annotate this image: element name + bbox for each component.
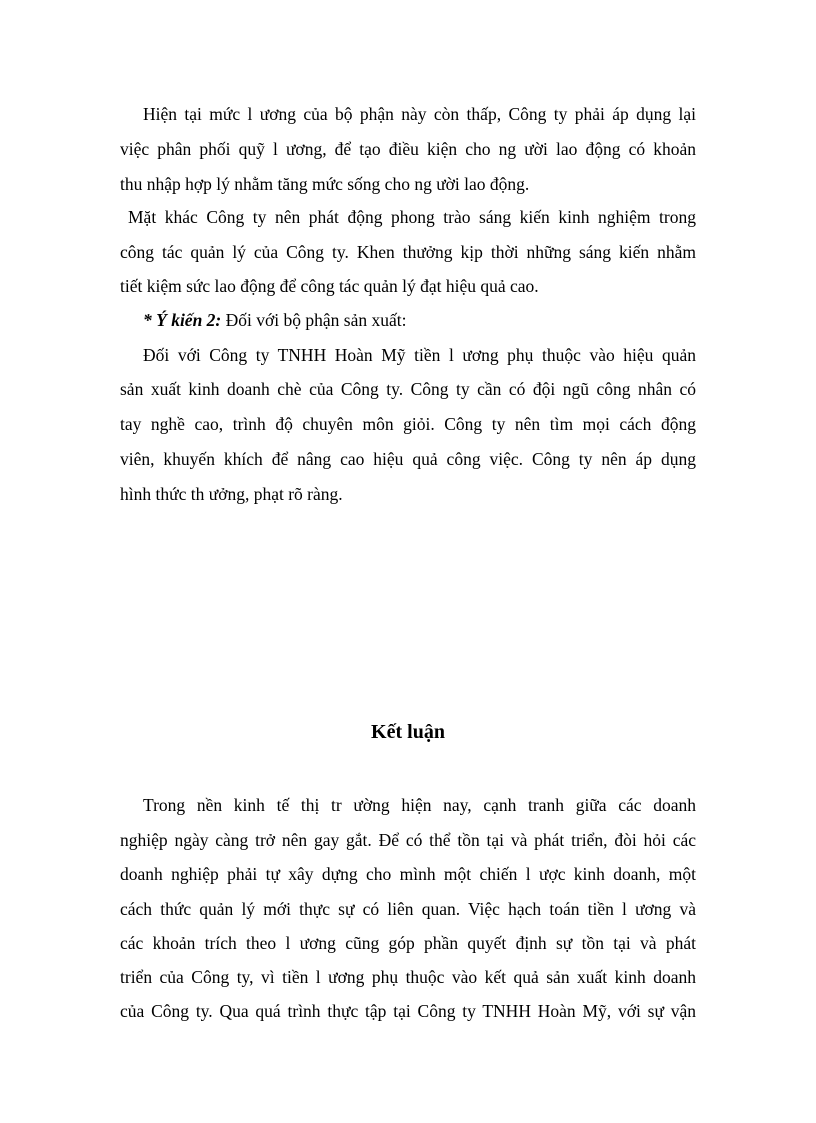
paragraph-line: doanh nghiệp phải tự xây dựng cho mình một chiến l ược kinh doanh, một: [120, 864, 696, 884]
opinion-heading: [143, 309, 696, 331]
paragraph-line: sản xuất kinh doanh chè của Công ty. Công ty cần có đội ngũ công nhân có: [120, 379, 696, 399]
paragraph-line: Hiện tại mức l ương của bộ phận này còn thấp, Công ty phải áp dụng lại: [143, 104, 696, 124]
paragraph-line: nghiệp ngày càng trở nên gay gắt. Để có thể tồn tại và phát triển, đòi hỏi các: [120, 830, 696, 850]
paragraph-line: viên, khuyến khích để nâng cao hiệu quả công việc. Công ty nên áp dụng: [120, 449, 696, 469]
opinion-label: * Ý kiến 2:: [143, 310, 222, 330]
paragraph-line: tay nghề cao, trình độ chuyên môn giỏi. Công ty nên tìm mọi cách động: [120, 414, 696, 434]
paragraph-line: của Công ty. Qua quá trình thực tập tại Công ty TNHH Hoàn Mỹ, với sự vận: [120, 1001, 696, 1021]
paragraph-line: thu nhập hợp lý nhằm tăng mức sống cho ng ười lao động.: [120, 174, 530, 194]
paragraph-line: công tác quản lý của Công ty. Khen thưởng kịp thời những sáng kiến nhằm: [120, 242, 696, 262]
paragraph-line: cách thức quản lý mới thực sự có liên quan. Việc hạch toán tiền l ương và: [120, 899, 696, 919]
conclusion-title: Kết luận: [371, 721, 445, 743]
paragraph-line: hình thức th ưởng, phạt rõ ràng.: [120, 484, 343, 504]
paragraph-line: các khoản trích theo l ương cũng góp phần quyết định sự tồn tại và phát: [120, 933, 696, 953]
paragraph-line: tiết kiệm sức lao động để công tác quản lý đạt hiệu quả cao.: [120, 276, 539, 296]
opinion-text: Đối với bộ phận sản xuất:: [221, 310, 407, 330]
paragraph-line: việc phân phối quỹ l ương, để tạo điều kiện cho ng ười lao động có khoản: [120, 139, 696, 159]
paragraph-line: Mặt khác Công ty nên phát động phong trào sáng kiến kinh nghiệm trong: [128, 207, 696, 227]
paragraph-line: Trong nền kinh tế thị tr ường hiện nay, cạnh tranh giữa các doanh: [143, 795, 696, 815]
paragraph-line: Đối với Công ty TNHH Hoàn Mỹ tiền l ương phụ thuộc vào hiệu quản: [143, 345, 696, 365]
paragraph-line: triển của Công ty, vì tiền l ương phụ thuộc vào kết quả sản xuất kinh doanh: [120, 967, 696, 987]
